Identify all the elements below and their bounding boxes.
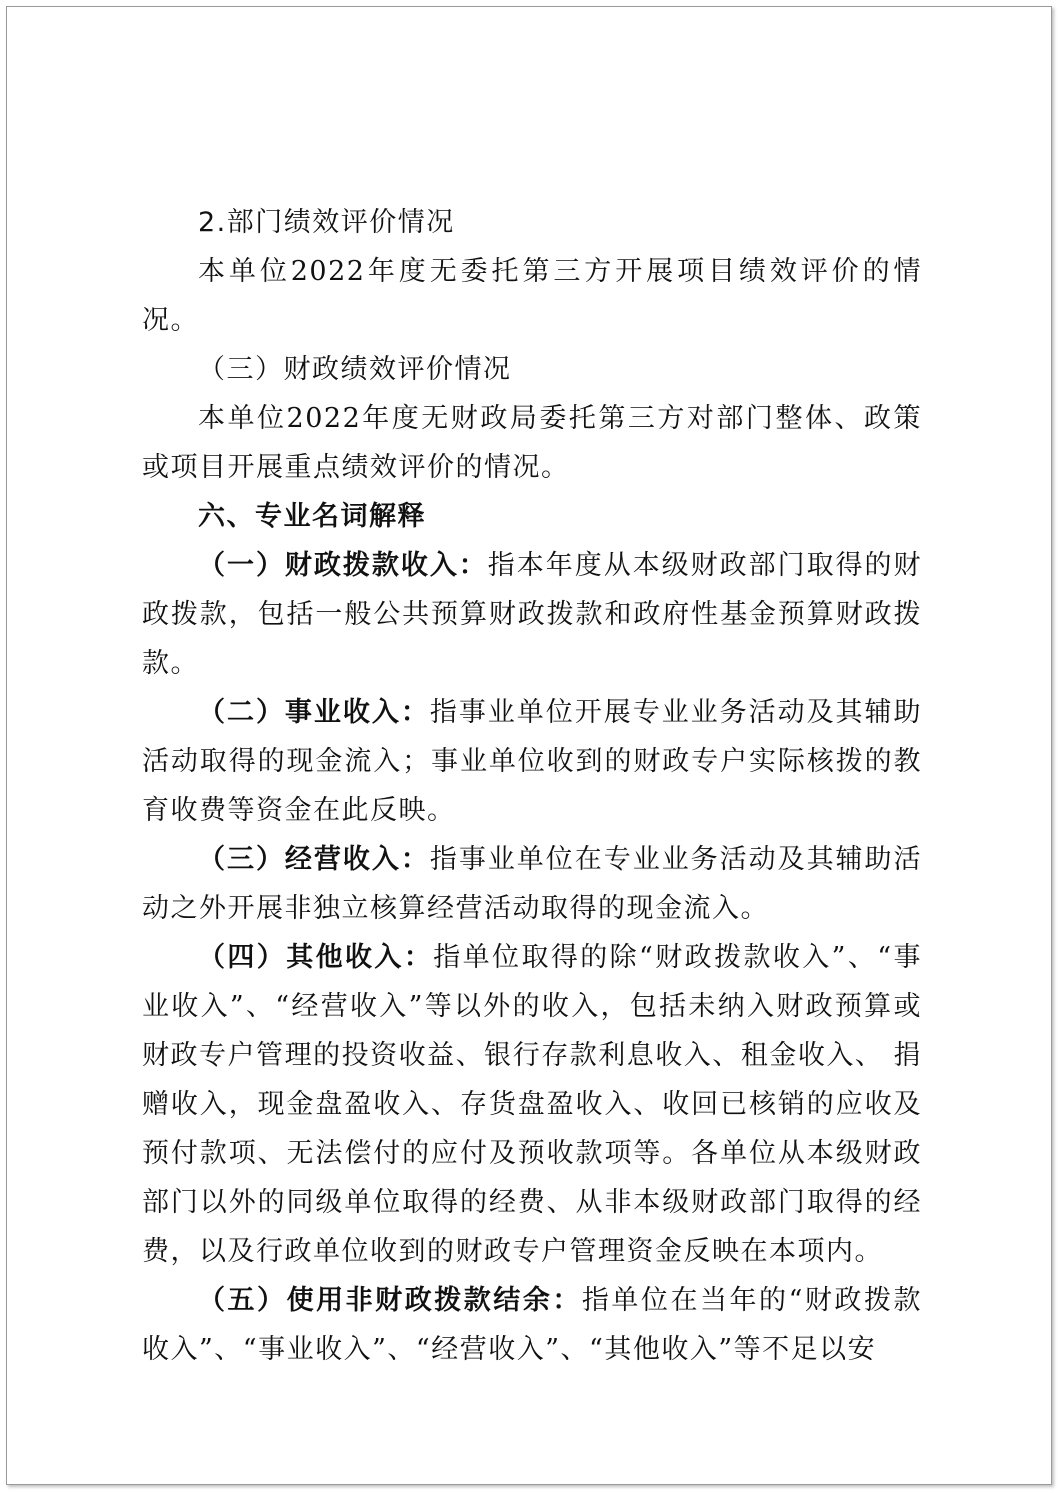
term-definition: 指事业单位开展专业业务活动及其辅助活动取得的现金流入；事业单位收到的财政专户实际核拨的教育收费等资金在此反映。 xyxy=(142,697,923,826)
term-label: （四）其他收入： xyxy=(198,942,434,973)
term-paragraph xyxy=(142,933,922,1276)
section-6-heading: 六、专业名词解释 xyxy=(198,501,426,532)
section-3-heading: （三）财政绩效评价情况 xyxy=(198,354,512,385)
term-definition: 指单位在当年的“财政拨款收入”、“事业收入”、“经营收入”、“其他收入”等不足以安 xyxy=(142,1285,922,1365)
term-paragraph xyxy=(142,1276,922,1374)
section-2-heading: 2.部门绩效评价情况 xyxy=(198,207,455,238)
term-label: （二）事业收入： xyxy=(198,697,430,728)
term-label: （五）使用非财政拨款结余： xyxy=(198,1285,582,1316)
term-definition: 指事业单位在专业业务活动及其辅助活动之外开展非独立核算经营活动取得的现金流入。 xyxy=(142,844,923,924)
term-label: （三）经营收入： xyxy=(198,844,430,875)
document-body xyxy=(142,198,922,1374)
section-3-body: 本单位2022年度无财政局委托第三方对部门整体、政策或项目开展重点绩效评价的情况。 xyxy=(142,403,922,483)
term-label: （一）财政拨款收入： xyxy=(198,550,488,581)
term-definition: 指单位取得的除“财政拨款收入”、“事业收入”、“经营收入”等以外的收入，包括未纳入财政预算或财政专户管理的投资收益、银行存款利息收入、租金收入、 捐赠收入，现金盘盈收入、存货盘盈收入、收回已核销的应收及预付款项、无法偿付的应付及预收款项等。各单位从本级财政部门以外的同级单位取得的经费、从非本级财政部门取得的经费，以及行政单位收到的财政专户管理资金反映在本项内。 xyxy=(142,942,922,1267)
term-paragraph xyxy=(142,835,922,933)
term-paragraph xyxy=(142,541,922,688)
term-paragraph xyxy=(142,688,922,835)
term-definition: 指本年度从本级财政部门取得的财政拨款，包括一般公共预算财政拨款和政府性基金预算财政拨款。 xyxy=(142,550,923,679)
section-2-body: 本单位2022年度无委托第三方开展项目绩效评价的情况。 xyxy=(142,256,922,336)
